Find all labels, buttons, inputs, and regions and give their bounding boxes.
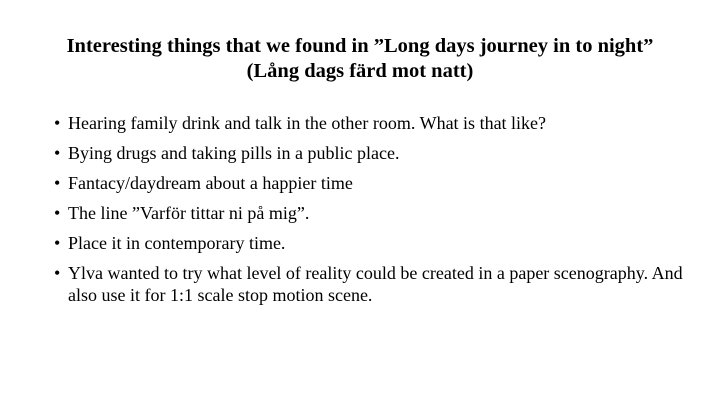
list-item-text: Ylva wanted to try what level of reality could be created in a paper scenography. And also use it for 1:1 scale stop motion scene. xyxy=(68,263,683,305)
list-item-text: The line ”Varför tittar ni på mig”. xyxy=(68,203,310,223)
list-item xyxy=(54,232,684,254)
bullet-icon: • xyxy=(54,203,61,223)
list-item xyxy=(54,202,684,224)
list-item-text: Fantacy/daydream about a happier time xyxy=(68,173,353,193)
bullet-icon: • xyxy=(54,263,61,283)
list-item-text: Bying drugs and taking pills in a public place. xyxy=(68,143,400,163)
list-item xyxy=(54,112,684,134)
list-item xyxy=(54,172,684,194)
list-item xyxy=(54,142,684,164)
list-item xyxy=(54,262,684,306)
bullet-icon: • xyxy=(54,113,61,133)
bullet-icon: • xyxy=(54,143,61,163)
bullet-icon: • xyxy=(54,173,61,193)
list-item-text: Hearing family drink and talk in the other room. What is that like? xyxy=(68,113,547,133)
slide-title: Interesting things that we found in ”Long days journey in to night” (Lång dags färd mot natt) xyxy=(66,35,654,82)
bullet-list xyxy=(54,112,684,314)
bullet-icon: • xyxy=(54,233,61,253)
list-item-text: Place it in contemporary time. xyxy=(68,233,286,253)
